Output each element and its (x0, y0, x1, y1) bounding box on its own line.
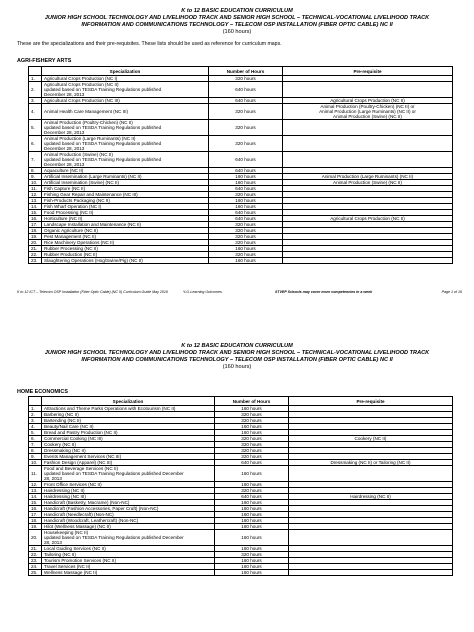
hours-cell: 320 hours (215, 436, 289, 442)
table-row (29, 152, 453, 168)
row-number: 14. (29, 494, 42, 500)
row-number: 18. (29, 228, 42, 234)
col-header (29, 67, 42, 76)
hours-cell: 160 hours (215, 546, 289, 552)
specialization-cell: Horticulture (NC II) (42, 216, 209, 222)
row-number: 6. (29, 136, 42, 152)
col-header (29, 397, 42, 406)
hours-cell: 160 hours (215, 524, 289, 530)
specialization-cell: Artificial Insemination (Swine) (NC II) (42, 180, 209, 186)
row-number: 16. (29, 506, 42, 512)
prerequisite-cell: Animal Production (Poultry-Chicken) (NC II) or Animal Production (Large Ruminants) (NC II) or Animal Production (Swine) (NC II) (283, 104, 453, 120)
row-number: 13. (29, 198, 42, 204)
specialization-cell: Handicraft (Basketry, Macrame) (Non-NC) (42, 500, 215, 506)
hours-cell: 320 hours (215, 488, 289, 494)
row-number: 15. (29, 210, 42, 216)
table-row (29, 120, 453, 136)
table-row (29, 104, 453, 120)
hours-cell: 160 hours (215, 430, 289, 436)
specialization-cell: Attractions and Theme Parks Operations with Ecotourism (NC II) (42, 406, 215, 412)
specialization-cell: Pest Management (NC II) (42, 234, 209, 240)
specialization-cell: Food Processing (NC II) (42, 210, 209, 216)
col-header-specialization: Specialization (42, 397, 215, 406)
title-line: INFORMATION AND COMMUNICATIONS TECHNOLOGY – TELECOM OSP INSTALLATION (FIBER OPTIC CABLE) NC II (81, 22, 393, 28)
hours-cell: 320 hours (209, 76, 283, 82)
hours-cell: 320 hours (209, 234, 283, 240)
hours-cell: 160 hours (215, 530, 289, 546)
row-number: 15. (29, 500, 42, 506)
specialization-cell: Barbering (NC II) (42, 412, 215, 418)
specialization-cell: Landscape Installation and Maintenance (NC II) (42, 222, 209, 228)
table-body (29, 76, 453, 264)
specialization-cell: Front Office Services (NC II) (42, 482, 215, 488)
prerequisite-cell (283, 152, 453, 168)
specialization-cell: Rubber Processing (NC II) (42, 246, 209, 252)
prerequisite-cell: Animal Production (Swine) (NC II) (283, 180, 453, 186)
specialization-cell: Dressmaking (NC II) (42, 448, 215, 454)
specialization-cell: Artificial Insemination (Large Ruminants) (NC II) (42, 174, 209, 180)
hours-note: (160 hours) (222, 29, 252, 35)
col-header-prerequisite: Pre-requisite (283, 67, 453, 76)
hours-cell: 640 hours (209, 82, 283, 98)
hours-cell: 160 hours (209, 258, 283, 264)
specialization-cell: Beauty/Nail Care (NC II) (42, 424, 215, 430)
specialization-cell: Tourism Promotion Services (NC II) (42, 558, 215, 564)
hours-cell: 320 hours (209, 228, 283, 234)
hours-cell: 160 hours (215, 558, 289, 564)
hours-cell: 640 hours (209, 186, 283, 192)
specialization-cell: Hairdressing (NC III) (42, 494, 215, 500)
footer-lo-note: *LO-Learning Outcomes (183, 290, 222, 294)
specialization-cell: Agricultural Crops Production (NC III) (42, 98, 209, 104)
prerequisite-cell: Agricultural Crops Production (NC II) (283, 98, 453, 104)
table-row (29, 530, 453, 546)
hours-cell: 160 hours (215, 500, 289, 506)
page2-title (0, 343, 474, 371)
intro-text: These are the specializations and their pre-requisites. These lists should be used as reference for curriculum maps. (17, 41, 282, 47)
row-number: 11. (29, 466, 42, 482)
row-number: 22. (29, 552, 42, 558)
specialization-cell: Rice Machinery Operations (NC II) (42, 240, 209, 246)
table-row (29, 258, 453, 264)
prerequisite-cell: Cookery (NC II) (289, 436, 453, 442)
hours-cell: 160 hours (209, 246, 283, 252)
row-number: 19. (29, 524, 42, 530)
title-line: JUNIOR HIGH SCHOOL TECHNOLOGY AND LIVELIHOOD TRACK AND SENIOR HIGH SCHOOL – TECHNICAL-VOCATIONAL LIVELIHOOD TRACK (44, 350, 430, 356)
prerequisite-cell: Agricultural Crops Production (NC II) (283, 216, 453, 222)
row-number: 13. (29, 488, 42, 494)
specialization-cell: Slaughtering Operations (Hog/Swine/Pig) (NC II) (42, 258, 209, 264)
page1-header (0, 8, 474, 36)
specialization-cell: Animal Health Care Management (NC III) (42, 104, 209, 120)
hours-cell: 320 hours (209, 222, 283, 228)
specialization-cell: Handicraft (Woodcraft, Leathercraft) (Non-NC) (42, 518, 215, 524)
specialization-cell: Fishing Gear Repair and Maintenance (NC III) (42, 192, 209, 198)
col-header-hours: Number of Hours (209, 67, 283, 76)
section-title-agri: AGRI-FISHERY ARTS (17, 58, 72, 64)
hours-cell: 320 hours (209, 136, 283, 152)
row-number: 4. (29, 104, 42, 120)
table-row (29, 180, 453, 186)
specialization-cell: Fish-Products Packaging (NC II) (42, 198, 209, 204)
specialization-cell: Animal Production (Poultry-Chicken) (NC II) updated based on TESDA Training Regulations published December 28, 2013 (42, 120, 209, 136)
row-number: 1. (29, 406, 42, 412)
hours-note: (160 hours) (222, 364, 252, 370)
hours-cell: 320 hours (215, 552, 289, 558)
specialization-cell: Animal Production (Swine) (NC II) updated based on TESDA Training Regulations published December 28, 2013 (42, 152, 209, 168)
row-number: 19. (29, 234, 42, 240)
specialization-cell: Agricultural Crops Production (NC I) (42, 76, 209, 82)
hours-cell: 160 hours (215, 564, 289, 570)
section-title-home-economics: HOME ECONOMICS (17, 389, 68, 395)
specialization-cell: Commercial Cooking (NC III) (42, 436, 215, 442)
row-number: 9. (29, 454, 42, 460)
hours-cell: 160 hours (215, 482, 289, 488)
title-line: K to 12 BASIC EDUCATION CURRICULUM (181, 343, 293, 349)
table-row (29, 98, 453, 104)
page2-header (0, 343, 474, 371)
specialization-cell: Agricultural Crops Production (NC II) updated based on TESDA Training Regulations published December 28, 2013 (42, 82, 209, 98)
row-number: 17. (29, 512, 42, 518)
col-header-prerequisite: Pre-requisite (289, 397, 453, 406)
row-number: 17. (29, 222, 42, 228)
specialization-cell: Bartending (NC II) (42, 418, 215, 424)
title-line: K to 12 BASIC EDUCATION CURRICULUM (181, 8, 293, 14)
specialization-cell: Fish Capture (NC II) (42, 186, 209, 192)
footer-page-number: Page 1 of 16 (441, 290, 462, 294)
specialization-cell: Fish Wharf Operation (NC I) (42, 204, 209, 210)
table-row (29, 460, 453, 466)
row-number: 1. (29, 76, 42, 82)
footer-guide: K to 12 ICT – Telecom OSP Installation (Fiber Optic Cable) (NC II) Curriculum Guide May 2016 (17, 290, 168, 294)
hours-cell: 640 hours (209, 168, 283, 174)
row-number: 8. (29, 168, 42, 174)
specialization-cell: Cookery (NC II) (42, 442, 215, 448)
table-header-row (29, 397, 453, 406)
row-number: 16. (29, 216, 42, 222)
specialization-cell: Fashion Design (Apparel) (NC III) (42, 460, 215, 466)
hours-cell: 160 hours (215, 424, 289, 430)
table-row (29, 136, 453, 152)
row-number: 2. (29, 412, 42, 418)
hours-cell: 320 hours (215, 448, 289, 454)
hours-cell: 320 hours (215, 442, 289, 448)
row-number: 21. (29, 546, 42, 552)
row-number: 23. (29, 558, 42, 564)
specialization-cell: Animal Production (Large Ruminants) (NC II) updated based on TESDA Training Regulations published December 28, 2013 (42, 136, 209, 152)
row-number: 9. (29, 174, 42, 180)
hours-cell: 160 hours (215, 406, 289, 412)
col-header-specialization: Specialization (42, 67, 209, 76)
hours-cell: 160 hours (209, 198, 283, 204)
row-number: 5. (29, 120, 42, 136)
row-number: 12. (29, 192, 42, 198)
specialization-cell: Handicraft (Needlecraft) (Non-NC) (42, 512, 215, 518)
prerequisite-cell (289, 466, 453, 482)
hours-cell: 160 hours (215, 570, 289, 576)
hours-cell: 160 hours (209, 174, 283, 180)
specialization-cell: Aquaculture (NC II) (42, 168, 209, 174)
row-number: 8. (29, 448, 42, 454)
table-row (29, 466, 453, 482)
hours-cell: 160 hours (215, 506, 289, 512)
hours-cell: 640 hours (215, 494, 289, 500)
specialization-cell: Organic Agriculture (NC II) (42, 228, 209, 234)
specialization-cell: Travel Services (NC II) (42, 564, 215, 570)
hours-cell: 320 hours (209, 104, 283, 120)
row-number: 3. (29, 418, 42, 424)
table-row (29, 570, 453, 576)
table-row (29, 174, 453, 180)
hours-cell: 160 hours (209, 180, 283, 186)
hours-cell: 640 hours (209, 216, 283, 222)
hours-cell: 320 hours (209, 120, 283, 136)
hours-cell: 320 hours (209, 252, 283, 258)
row-number: 2. (29, 82, 42, 98)
row-number: 3. (29, 98, 42, 104)
home-economics-table (28, 396, 453, 576)
hours-cell: 160 hours (215, 512, 289, 518)
agri-fishery-table (28, 66, 453, 264)
row-number: 7. (29, 442, 42, 448)
hours-cell: 160 hours (215, 466, 289, 482)
prerequisite-cell (289, 570, 453, 576)
row-number: 22. (29, 252, 42, 258)
row-number: 10. (29, 180, 42, 186)
specialization-cell: Housekeeping (NC II) updated based on TESDA Training Regulations published December 28, 2013 (42, 530, 215, 546)
row-number: 18. (29, 518, 42, 524)
title-line: JUNIOR HIGH SCHOOL TECHNOLOGY AND LIVELIHOOD TRACK AND SENIOR HIGH SCHOOL – TECHNICAL-VOCATIONAL LIVELIHOOD TRACK (44, 15, 430, 21)
row-number: 20. (29, 530, 42, 546)
table-body (29, 406, 453, 576)
specialization-cell: Wellness Massage (NC II) (42, 570, 215, 576)
row-number: 5. (29, 430, 42, 436)
page1-title (0, 8, 474, 36)
row-number: 14. (29, 204, 42, 210)
row-number: 11. (29, 186, 42, 192)
hours-cell: 640 hours (209, 98, 283, 104)
specialization-cell: Hilot (Wellness Massage) (NC II) (42, 524, 215, 530)
prerequisite-cell (283, 82, 453, 98)
specialization-cell: Rubber Production (NC II) (42, 252, 209, 258)
prerequisite-cell: Animal Production (Large Ruminants) (NC II) (283, 174, 453, 180)
hours-cell: 320 hours (215, 412, 289, 418)
title-line: INFORMATION AND COMMUNICATIONS TECHNOLOGY – TELECOM OSP INSTALLATION (FIBER OPTIC CABLE) NC II (81, 357, 393, 363)
table-header-row (29, 67, 453, 76)
specialization-cell: Bread and Pastry Production (NC II) (42, 430, 215, 436)
row-number: 4. (29, 424, 42, 430)
page-footer (17, 290, 462, 294)
row-number: 6. (29, 436, 42, 442)
hours-cell: 640 hours (209, 152, 283, 168)
specialization-cell: Tailoring (NC II) (42, 552, 215, 558)
specialization-cell: Local Guiding Services (NC II) (42, 546, 215, 552)
row-number: 23. (29, 258, 42, 264)
row-number: 10. (29, 460, 42, 466)
hours-cell: 640 hours (215, 460, 289, 466)
row-number: 21. (29, 246, 42, 252)
table-row (29, 82, 453, 98)
footer-stvep-note: STVEP Schools may cover more competencies in a week (275, 290, 373, 294)
prerequisite-cell (289, 530, 453, 546)
prerequisite-cell (283, 258, 453, 264)
hours-cell: 320 hours (209, 240, 283, 246)
row-number: 25. (29, 570, 42, 576)
row-number: 12. (29, 482, 42, 488)
hours-cell: 160 hours (215, 518, 289, 524)
row-number: 7. (29, 152, 42, 168)
prerequisite-cell (283, 136, 453, 152)
hours-cell: 320 hours (215, 454, 289, 460)
hours-cell: 320 hours (209, 192, 283, 198)
row-number: 24. (29, 564, 42, 570)
prerequisite-cell: Dressmaking (NC II) or Tailoring (NC II) (289, 460, 453, 466)
hours-cell: 320 hours (215, 418, 289, 424)
hours-cell: 160 hours (209, 204, 283, 210)
col-header-hours: Number of Hours (215, 397, 289, 406)
specialization-cell: Hairdressing (NC II) (42, 488, 215, 494)
row-number: 20. (29, 240, 42, 246)
prerequisite-cell (283, 120, 453, 136)
specialization-cell: Food and Beverage Services (NC II) updated based on TESDA Training Regulations published December 28, 2013 (42, 466, 215, 482)
hours-cell: 640 hours (209, 210, 283, 216)
prerequisite-cell: Hairdressing (NC II) (289, 494, 453, 500)
specialization-cell: Events Management Services (NC III) (42, 454, 215, 460)
specialization-cell: Handicraft (Fashion Accessories, Paper Craft) (Non-NC) (42, 506, 215, 512)
